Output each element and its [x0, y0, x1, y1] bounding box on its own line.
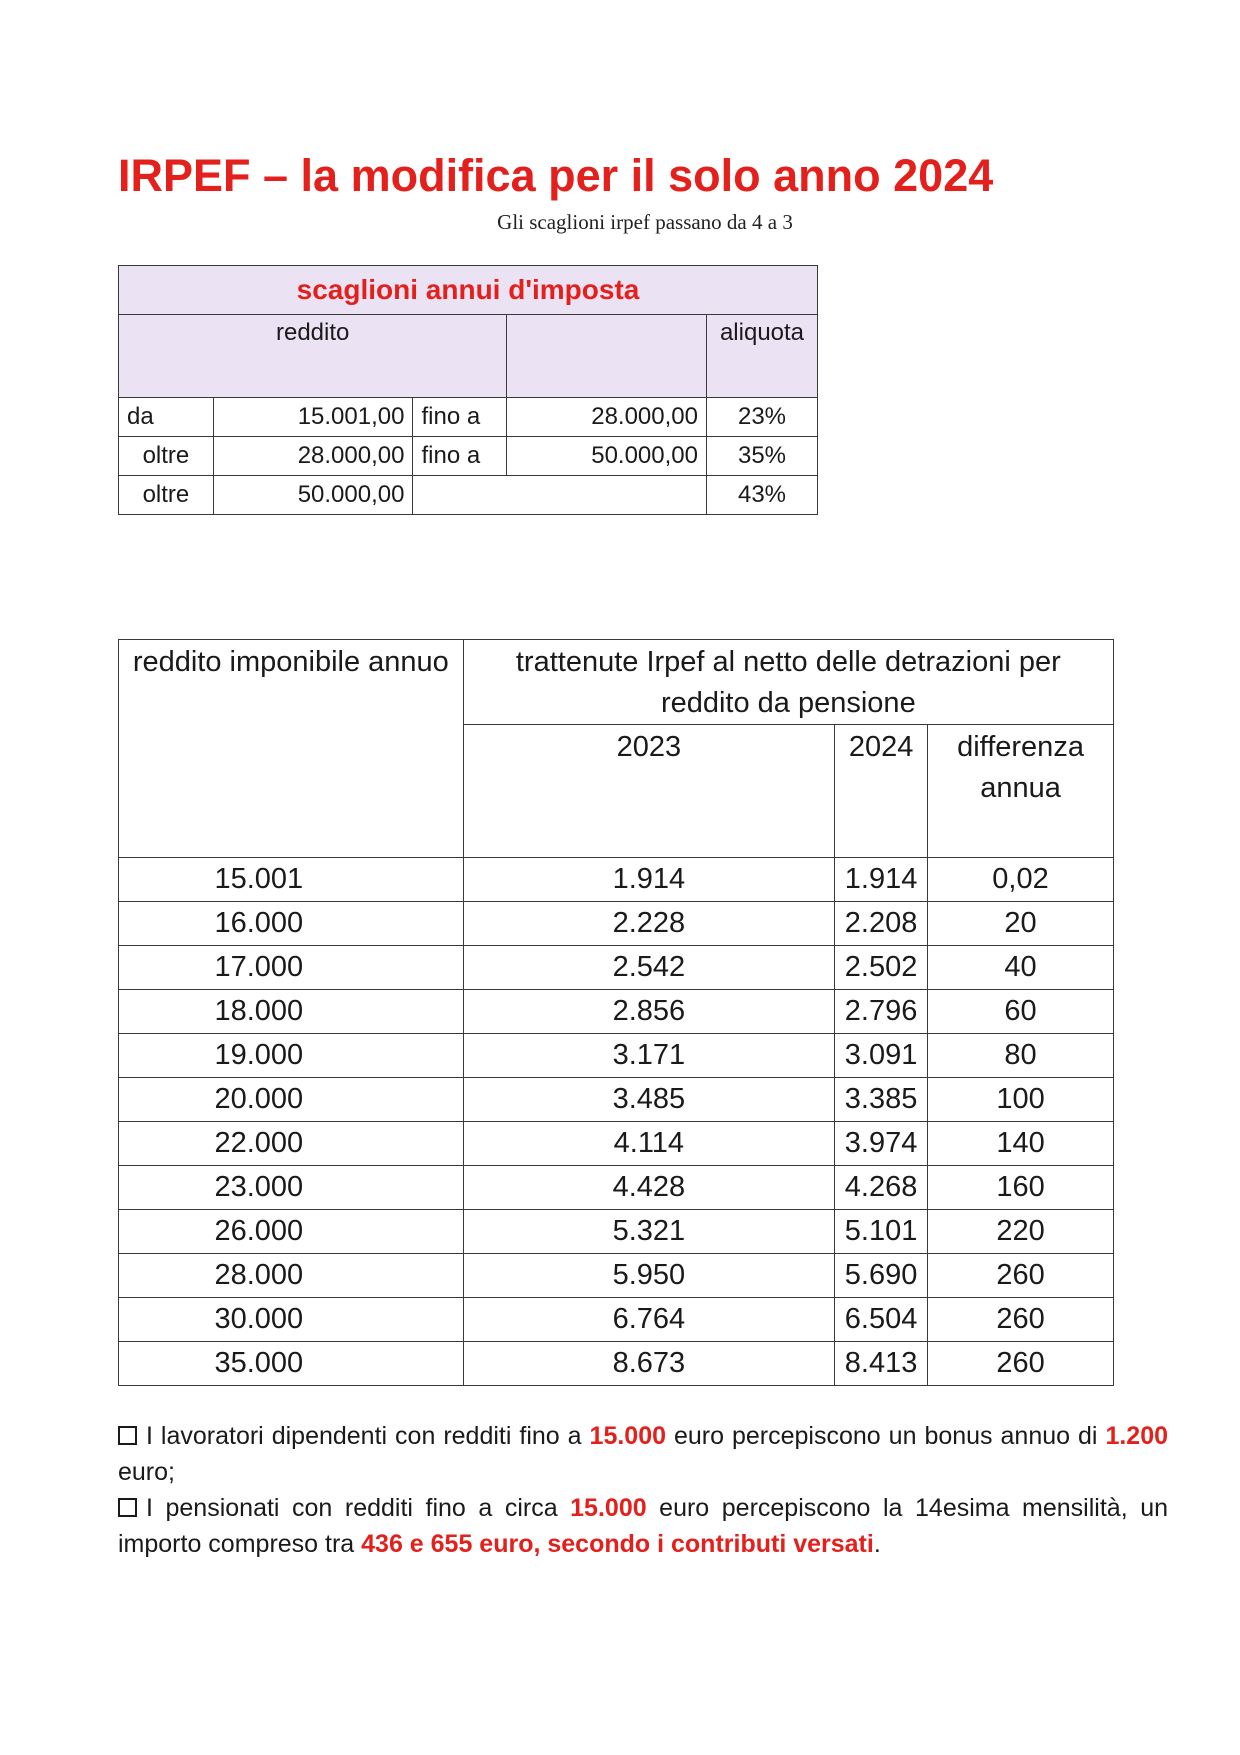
- bracket-row: [119, 437, 818, 476]
- brackets-table: [118, 265, 818, 515]
- col-2024-header: 2024: [835, 725, 928, 858]
- bracket-from: 15.001,00: [213, 398, 413, 437]
- brackets-col-empty: [507, 315, 707, 398]
- table-row: [119, 1342, 1114, 1386]
- table-row: [119, 1122, 1114, 1166]
- col-2023-header: 2023: [463, 725, 834, 858]
- cell-2023: 8.673: [463, 1342, 834, 1386]
- bracket-to-empty: [413, 476, 707, 515]
- cell-diff: 260: [928, 1254, 1114, 1298]
- cell-2023: 2.228: [463, 902, 834, 946]
- cell-2023: 4.428: [463, 1166, 834, 1210]
- note-highlight: 15.000: [570, 1494, 647, 1522]
- bracket-rate: 35%: [707, 437, 818, 476]
- note-text: euro;: [118, 1458, 175, 1486]
- cell-2023: 3.171: [463, 1034, 834, 1078]
- bracket-row: [119, 476, 818, 515]
- cell-2024: 2.502: [835, 946, 928, 990]
- checkbox-bullet-icon: [118, 1426, 137, 1445]
- table-row: [119, 946, 1114, 990]
- cell-diff: 80: [928, 1034, 1114, 1078]
- bracket-rate: 23%: [707, 398, 818, 437]
- bracket-from: 50.000,00: [213, 476, 413, 515]
- comparison-table: [118, 639, 1114, 1386]
- cell-2024: 3.091: [835, 1034, 928, 1078]
- cell-diff: 220: [928, 1210, 1114, 1254]
- cell-2023: 1.914: [463, 858, 834, 902]
- cell-2024: 8.413: [835, 1342, 928, 1386]
- table-row: [119, 1078, 1114, 1122]
- brackets-table-caption: scaglioni annui d'imposta: [119, 266, 818, 315]
- cell-income: 30.000: [119, 1298, 464, 1342]
- bracket-row: [119, 398, 818, 437]
- cell-2023: 5.321: [463, 1210, 834, 1254]
- table-row: [119, 858, 1114, 902]
- cell-income: 19.000: [119, 1034, 464, 1078]
- note-highlight: 436 e 655 euro, secondo i contributi versati: [361, 1530, 874, 1558]
- note-text: I lavoratori dipendenti con redditi fino a: [146, 1422, 590, 1450]
- cell-2024: 3.974: [835, 1122, 928, 1166]
- cell-income: 23.000: [119, 1166, 464, 1210]
- note-text: euro percepiscono la 14esima mensilità, un importo compreso tra: [118, 1494, 1168, 1558]
- cell-diff: 260: [928, 1342, 1114, 1386]
- note-item: [118, 1490, 1168, 1562]
- cell-income: 35.000: [119, 1342, 464, 1386]
- cell-income: 26.000: [119, 1210, 464, 1254]
- notes: [118, 1418, 1168, 1562]
- bracket-rate: 43%: [707, 476, 818, 515]
- cell-income: 28.000: [119, 1254, 464, 1298]
- page-subtitle: Gli scaglioni irpef passano da 4 a 3: [497, 210, 793, 234]
- table-row: [119, 1298, 1114, 1342]
- cell-2024: 5.690: [835, 1254, 928, 1298]
- cell-income: 16.000: [119, 902, 464, 946]
- bracket-label: da: [119, 398, 214, 437]
- note-text: I pensionati con redditi fino a circa: [146, 1494, 571, 1522]
- page-title: IRPEF – la modifica per il solo anno 2024: [118, 150, 994, 201]
- bracket-to: 28.000,00: [507, 398, 707, 437]
- cell-income: 15.001: [119, 858, 464, 902]
- cell-income: 20.000: [119, 1078, 464, 1122]
- cell-2023: 5.950: [463, 1254, 834, 1298]
- note-highlight: 15.000: [589, 1422, 667, 1450]
- cell-2023: 3.485: [463, 1078, 834, 1122]
- cell-2024: 3.385: [835, 1078, 928, 1122]
- col-income-header: reddito imponibile annuo: [119, 640, 464, 858]
- col-group-header: trattenute Irpef al netto delle detrazioni per reddito da pensione: [463, 640, 1113, 725]
- cell-income: 18.000: [119, 990, 464, 1034]
- cell-diff: 60: [928, 990, 1114, 1034]
- table-row: [119, 1034, 1114, 1078]
- note-highlight: 1.200: [1105, 1422, 1168, 1450]
- cell-diff: 160: [928, 1166, 1114, 1210]
- cell-2023: 4.114: [463, 1122, 834, 1166]
- brackets-col-reddito: reddito: [119, 315, 507, 398]
- table-row: [119, 1166, 1114, 1210]
- bracket-to: 50.000,00: [507, 437, 707, 476]
- cell-diff: 40: [928, 946, 1114, 990]
- table-row: [119, 1254, 1114, 1298]
- cell-diff: 260: [928, 1298, 1114, 1342]
- bracket-from: 28.000,00: [213, 437, 413, 476]
- brackets-col-aliquota: aliquota: [707, 315, 818, 398]
- cell-2024: 6.504: [835, 1298, 928, 1342]
- cell-income: 22.000: [119, 1122, 464, 1166]
- cell-2023: 2.856: [463, 990, 834, 1034]
- cell-2024: 1.914: [835, 858, 928, 902]
- cell-2023: 6.764: [463, 1298, 834, 1342]
- bracket-label: oltre: [119, 437, 214, 476]
- table-row: [119, 902, 1114, 946]
- note-text: euro percepiscono un bonus annuo di: [666, 1422, 1106, 1450]
- cell-income: 17.000: [119, 946, 464, 990]
- col-diff-header: differenza annua: [928, 725, 1114, 858]
- note-item: [118, 1418, 1168, 1490]
- note-text: .: [873, 1530, 881, 1558]
- cell-2024: 2.208: [835, 902, 928, 946]
- bracket-to-label: fino a: [413, 437, 507, 476]
- table-row: [119, 990, 1114, 1034]
- cell-diff: 0,02: [928, 858, 1114, 902]
- table-row: [119, 1210, 1114, 1254]
- checkbox-bullet-icon: [118, 1498, 137, 1517]
- cell-diff: 20: [928, 902, 1114, 946]
- cell-diff: 140: [928, 1122, 1114, 1166]
- cell-diff: 100: [928, 1078, 1114, 1122]
- cell-2023: 2.542: [463, 946, 834, 990]
- cell-2024: 4.268: [835, 1166, 928, 1210]
- bracket-to-label: fino a: [413, 398, 507, 437]
- cell-2024: 5.101: [835, 1210, 928, 1254]
- bracket-label: oltre: [119, 476, 214, 515]
- cell-2024: 2.796: [835, 990, 928, 1034]
